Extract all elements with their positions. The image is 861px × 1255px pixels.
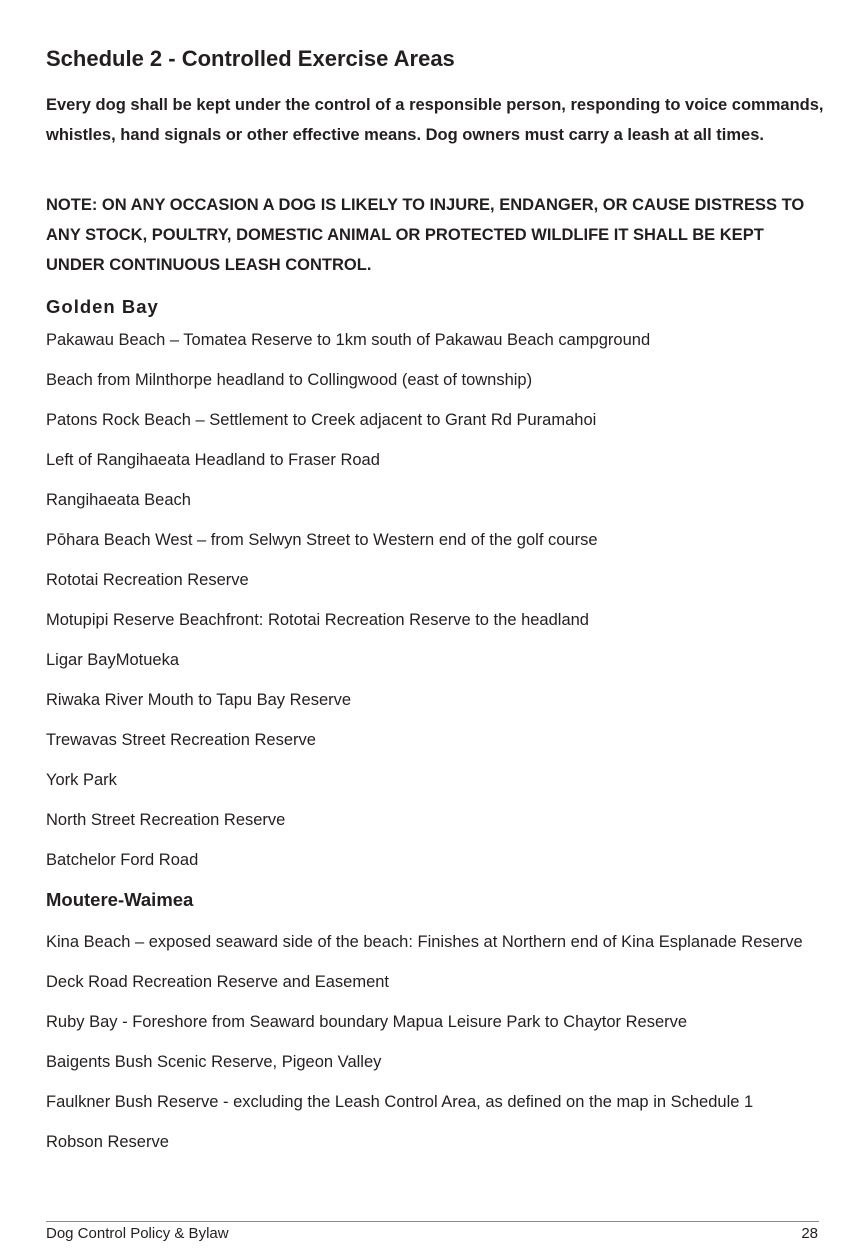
list-item: Rototai Recreation Reserve: [46, 571, 249, 589]
list-item: Baigents Bush Scenic Reserve, Pigeon Valley: [46, 1053, 382, 1071]
section-heading-golden-bay: Golden Bay: [46, 296, 159, 317]
list-item: Left of Rangihaeata Headland to Fraser Road: [46, 451, 380, 469]
list-item: Kina Beach – exposed seaward side of the beach: Finishes at Northern end of Kina Esplanade Reserve: [46, 933, 803, 951]
list-item: Robson Reserve: [46, 1133, 169, 1151]
list-item: York Park: [46, 771, 117, 789]
list-item: Deck Road Recreation Reserve and Easement: [46, 973, 390, 991]
list-item: Batchelor Ford Road: [46, 851, 199, 869]
footer-divider: [46, 1221, 819, 1222]
page-title: Schedule 2 - Controlled Exercise Areas: [46, 46, 455, 71]
list-item: Motupipi Reserve Beachfront: Rototai Recreation Reserve to the headland: [46, 611, 589, 629]
list-item: Rangihaeata Beach: [46, 491, 191, 509]
list-item: Patons Rock Beach – Settlement to Creek adjacent to Grant Rd Puramahoi: [46, 411, 597, 429]
list-item: Ligar BayMotueka: [46, 651, 179, 669]
section-heading-moutere-waimea: Moutere-Waimea: [46, 889, 194, 910]
moutere-waimea-list: [46, 927, 826, 1167]
list-item: Faulkner Bush Reserve - excluding the Leash Control Area, as defined on the map in Schedule 1: [46, 1093, 754, 1111]
footer-page-number: 28: [801, 1225, 818, 1242]
list-item: Ruby Bay - Foreshore from Seaward boundary Mapua Leisure Park to Chaytor Reserve: [46, 1013, 688, 1031]
list-item: Riwaka River Mouth to Tapu Bay Reserve: [46, 691, 352, 709]
intro-paragraph: Every dog shall be kept under the control of a responsible person, responding to voice commands, whistles, hand signals or other effective means. Dog owners must carry a leash at all times.: [46, 96, 824, 144]
list-item: Beach from Milnthorpe headland to Collingwood (east of township): [46, 371, 533, 389]
list-item: Pakawau Beach – Tomatea Reserve to 1km south of Pakawau Beach campground: [46, 331, 651, 349]
golden-bay-list: [46, 325, 826, 885]
list-item: Pōhara Beach West – from Selwyn Street to Western end of the golf course: [46, 531, 598, 549]
footer-document-title: Dog Control Policy & Bylaw: [46, 1225, 229, 1242]
list-item: Trewavas Street Recreation Reserve: [46, 731, 316, 749]
note-paragraph: NOTE: ON ANY OCCASION A DOG IS LIKELY TO INJURE, ENDANGER, OR CAUSE DISTRESS TO ANY STOCK, POULTRY, DOMESTIC ANIMAL OR PROTECTED WILDLIFE IT SHALL BE KEPT UNDER CONTINUOUS LEASH CONTROL.: [46, 196, 805, 274]
list-item: North Street Recreation Reserve: [46, 811, 286, 829]
